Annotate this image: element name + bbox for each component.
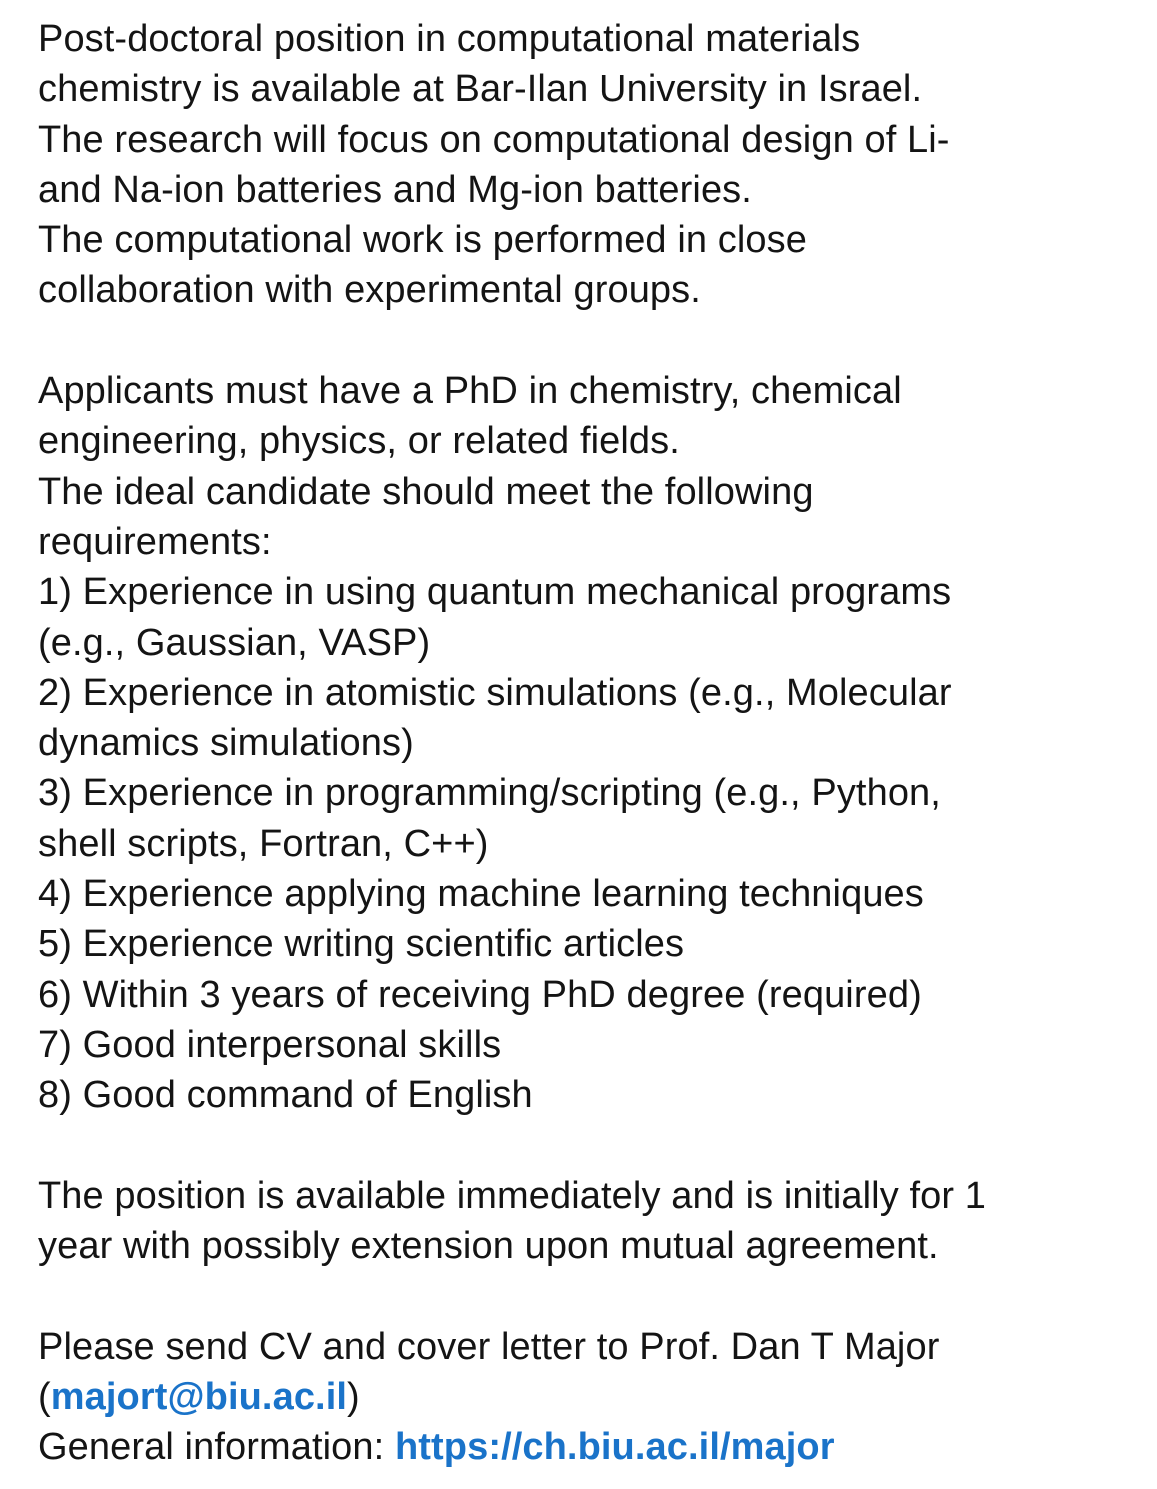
applicants-line-2: engineering, physics, or related fields. <box>38 420 680 463</box>
applicants-line-4: requirements: <box>38 520 272 563</box>
position-line-2: year with possibly extension upon mutual agreement. <box>38 1225 939 1268</box>
position-line-1: The position is available immediately and is initially for 1 <box>38 1174 987 1217</box>
position-paragraph <box>38 1171 1138 1272</box>
job-posting-document <box>38 14 1138 1473</box>
email-close-paren: ) <box>347 1376 360 1419</box>
requirement-3-line-2: shell scripts, Fortran, C++) <box>38 822 489 865</box>
website-link[interactable]: https://ch.biu.ac.il/major <box>394 1426 835 1469</box>
contact-email-line <box>38 1372 1138 1422</box>
intro-line-3: The research will focus on computational design of Li- <box>38 118 950 161</box>
contact-line-1: Please send CV and cover letter to Prof. Dan T Major <box>38 1325 940 1368</box>
email-link[interactable]: majort@biu.ac.il <box>50 1376 348 1419</box>
applicants-paragraph <box>38 366 1138 567</box>
contact-paragraph <box>38 1322 1138 1473</box>
requirement-2-line-2: dynamics simulations) <box>38 722 414 765</box>
paragraph-spacer <box>38 1271 1138 1321</box>
applicants-line-3: The ideal candidate should meet the following <box>38 470 814 513</box>
intro-line-1: Post-doctoral position in computational materials <box>38 18 861 60</box>
intro-line-5: The computational work is performed in close <box>38 219 807 262</box>
requirement-6: 6) Within 3 years of receiving PhD degree (required) <box>38 973 922 1016</box>
intro-line-4: and Na-ion batteries and Mg-ion batteries. <box>38 168 752 211</box>
paragraph-spacer <box>38 316 1138 366</box>
general-info-line <box>38 1422 1138 1472</box>
requirement-3-line-1: 3) Experience in programming/scripting (e.g., Python, <box>38 772 941 815</box>
requirement-7: 7) Good interpersonal skills <box>38 1023 502 1066</box>
requirements-list <box>38 567 1138 1120</box>
requirement-4: 4) Experience applying machine learning techniques <box>38 873 924 916</box>
intro-paragraph <box>38 14 1138 316</box>
intro-line-6: collaboration with experimental groups. <box>38 269 701 312</box>
paragraph-spacer <box>38 1121 1138 1171</box>
requirement-1-line-1: 1) Experience in using quantum mechanical programs <box>38 571 952 614</box>
applicants-line-1: Applicants must have a PhD in chemistry, chemical <box>38 370 902 413</box>
requirement-2-line-1: 2) Experience in atomistic simulations (e.g., Molecular <box>38 671 952 714</box>
requirement-1-line-2: (e.g., Gaussian, VASP) <box>38 621 431 664</box>
general-info-label: General information: <box>38 1426 395 1469</box>
requirement-8: 8) Good command of English <box>38 1074 533 1117</box>
email-open-paren: ( <box>38 1376 51 1419</box>
requirement-5: 5) Experience writing scientific articles <box>38 923 685 966</box>
intro-line-2: chemistry is available at Bar-Ilan University in Israel. <box>38 68 923 111</box>
